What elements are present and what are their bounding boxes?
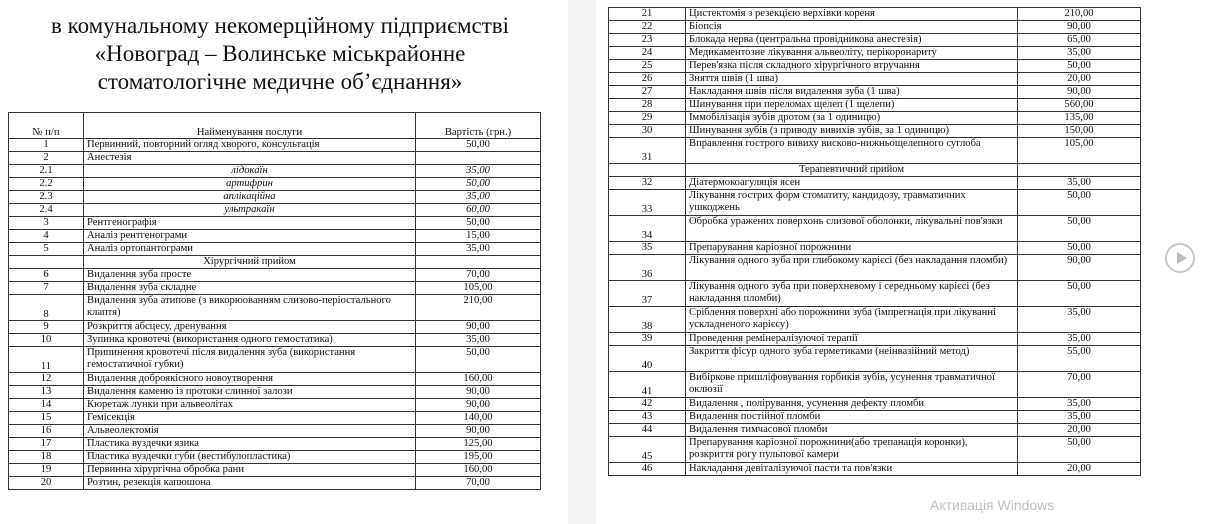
row-number: 24 (609, 47, 686, 60)
service-price: 90,00 (1018, 21, 1141, 34)
service-price: 15,00 (416, 230, 541, 243)
service-name: Видалення каменю із протоки слинної залози (84, 386, 416, 399)
service-name: Проведення ремінералізуючої терапії (686, 333, 1018, 346)
service-price: 70,00 (416, 269, 541, 282)
table-row (609, 34, 1141, 47)
row-number: 16 (9, 425, 84, 438)
table-row (609, 60, 1141, 73)
row-number: 15 (9, 412, 84, 425)
service-price (1018, 164, 1141, 177)
table-row (9, 217, 541, 230)
row-number: 46 (609, 463, 686, 476)
table-row (9, 386, 541, 399)
row-number: 45 (609, 437, 686, 463)
table-row (9, 165, 541, 178)
row-number (9, 256, 84, 269)
service-price: 55,00 (1018, 346, 1141, 372)
service-price: 105,00 (1018, 138, 1141, 164)
table-row (9, 412, 541, 425)
service-price: 65,00 (1018, 34, 1141, 47)
service-name: Шинування при переломах щелеп (1 щелепи) (686, 99, 1018, 112)
service-name: Медикаментозне лікування альвеоліту, перікоронариту (686, 47, 1018, 60)
table-row (9, 230, 541, 243)
table-row (609, 112, 1141, 125)
service-name: Аналіз ортопантограми (84, 243, 416, 256)
service-name: артифрин (84, 178, 416, 191)
table-row (609, 99, 1141, 112)
table-row (609, 398, 1141, 411)
service-price: 50,00 (416, 217, 541, 230)
service-price: 160,00 (416, 373, 541, 386)
table-row (9, 178, 541, 191)
next-page-button[interactable] (1165, 243, 1195, 273)
table-row (609, 125, 1141, 138)
table-row (9, 334, 541, 347)
row-number: 3 (9, 217, 84, 230)
service-name: Видалення зуба атипове (з викорюованням слизово-періостального клаптя) (84, 295, 416, 321)
row-number: 39 (609, 333, 686, 346)
row-number: 5 (9, 243, 84, 256)
table-row (9, 139, 541, 152)
service-name: Закриття фісур одного зуба герметиками (неінвазійний метод) (686, 346, 1018, 372)
row-number: 40 (609, 346, 686, 372)
service-price: 35,00 (1018, 398, 1141, 411)
table-row (9, 399, 541, 412)
service-name: Препарування каріозної порожнини (686, 242, 1018, 255)
row-number: 7 (9, 282, 84, 295)
table-row (9, 282, 541, 295)
row-number: 26 (609, 73, 686, 86)
section-title: Хірургічний прийом (84, 256, 416, 269)
price-table-left (8, 112, 541, 490)
row-number: 21 (609, 8, 686, 21)
row-number: 34 (609, 216, 686, 242)
service-name: аплікаційна (84, 191, 416, 204)
service-name: Обробка уражених поверхонь слизової оболонки, лікувальні пов'язки (686, 216, 1018, 242)
service-name: Кюретаж лунки при альвеолітах (84, 399, 416, 412)
service-name: Іммобілізація зубів дротом (за 1 одиницю) (686, 112, 1018, 125)
service-name: Перев'язка після складного хірургічного втручання (686, 60, 1018, 73)
table-row (609, 372, 1141, 398)
service-name: Лікування одного зуба при поверхневому і середньому карієсі (без накладання пломби) (686, 281, 1018, 307)
row-number: 20 (9, 477, 84, 490)
row-number: 10 (9, 334, 84, 347)
service-price: 210,00 (416, 295, 541, 321)
table-header-row (9, 113, 541, 139)
row-number: 14 (9, 399, 84, 412)
table-row (9, 152, 541, 165)
service-price: 70,00 (416, 477, 541, 490)
row-number: 38 (609, 307, 686, 333)
service-name: Видалення зуба складне (84, 282, 416, 295)
service-name: Альвеолектомія (84, 425, 416, 438)
table-row (609, 255, 1141, 281)
row-number: 32 (609, 177, 686, 190)
row-number: 18 (9, 451, 84, 464)
table-row (609, 307, 1141, 333)
service-price: 20,00 (1018, 424, 1141, 437)
service-price: 50,00 (1018, 60, 1141, 73)
table-row (609, 216, 1141, 242)
row-number: 23 (609, 34, 686, 47)
service-price: 50,00 (1018, 437, 1141, 463)
service-name: Лікування одного зуба при глибокому карієсі (без накладання пломби) (686, 255, 1018, 281)
table-row (609, 437, 1141, 463)
row-number: 36 (609, 255, 686, 281)
service-price: 90,00 (1018, 255, 1141, 281)
table-row (609, 242, 1141, 255)
table-row (609, 73, 1141, 86)
service-name: Первинна хірургічна обробка рани (84, 464, 416, 477)
service-price: 160,00 (416, 464, 541, 477)
heading-line-3: стоматологічне медичне об’єднання» (97, 69, 463, 94)
table-row (609, 190, 1141, 216)
service-name: Первинний, повторний огляд хворого, консультація (84, 139, 416, 152)
service-name: Препарування каріозної порожнини(або трепанація коронки), розкриття рогу пульпової камери (686, 437, 1018, 463)
heading-line-2: «Новоград – Волинське міськрайонне (94, 41, 466, 66)
row-number: 17 (9, 438, 84, 451)
row-number: 28 (609, 99, 686, 112)
table-row (9, 295, 541, 321)
service-name: Видалення зуба просте (84, 269, 416, 282)
table-row (609, 411, 1141, 424)
service-price: 90,00 (416, 399, 541, 412)
row-number: 41 (609, 372, 686, 398)
table-row (609, 8, 1141, 21)
table-row (9, 464, 541, 477)
service-name: Пластика вуздечки язика (84, 438, 416, 451)
row-number: 29 (609, 112, 686, 125)
service-price: 140,00 (416, 412, 541, 425)
service-name: Блокада нерва (центральна провідникова анестезія) (686, 34, 1018, 47)
page-gap (568, 0, 596, 524)
table-row (9, 347, 541, 373)
service-name: Видалення постійної пломби (686, 411, 1018, 424)
service-price: 60,00 (416, 204, 541, 217)
service-price: 50,00 (416, 178, 541, 191)
service-price: 35,00 (1018, 307, 1141, 333)
service-price: 90,00 (1018, 86, 1141, 99)
service-price: 105,00 (416, 282, 541, 295)
row-number: 37 (609, 281, 686, 307)
table-row (609, 86, 1141, 99)
row-number: 8 (9, 295, 84, 321)
row-number: 6 (9, 269, 84, 282)
table-row (609, 346, 1141, 372)
row-number: 27 (609, 86, 686, 99)
service-price: 210,00 (1018, 8, 1141, 21)
row-number: 25 (609, 60, 686, 73)
play-icon (1177, 252, 1187, 264)
row-number: 22 (609, 21, 686, 34)
row-number: 30 (609, 125, 686, 138)
table-row (9, 191, 541, 204)
service-price: 150,00 (1018, 125, 1141, 138)
row-number: 2.2 (9, 178, 84, 191)
row-number: 44 (609, 424, 686, 437)
table-row (9, 425, 541, 438)
service-price: 135,00 (1018, 112, 1141, 125)
table-row (9, 269, 541, 282)
service-name: Цистектомія з резекцією верхівки кореня (686, 8, 1018, 21)
service-name: Видалення доброякісного новоутворення (84, 373, 416, 386)
service-name: Рентгенографія (84, 217, 416, 230)
service-price: 70,00 (1018, 372, 1141, 398)
table-row (9, 243, 541, 256)
heading-line-1: в комунальному некомерційному підприємстві (50, 13, 510, 38)
row-number: 2.4 (9, 204, 84, 217)
table-row (609, 333, 1141, 346)
service-name: Гемісекція (84, 412, 416, 425)
table-row (9, 321, 541, 334)
service-price: 50,00 (416, 347, 541, 373)
service-price: 20,00 (1018, 463, 1141, 476)
table-row (609, 177, 1141, 190)
service-name: Припинення кровотечі після видалення зуба (використання гемостатичної губки) (84, 347, 416, 373)
service-price: 50,00 (1018, 216, 1141, 242)
service-price: 560,00 (1018, 99, 1141, 112)
row-number: 43 (609, 411, 686, 424)
price-table-right (608, 7, 1141, 476)
service-name: Вправлення гострого вивиху висково-нижньощелепного суглоба (686, 138, 1018, 164)
service-price: 35,00 (1018, 411, 1141, 424)
service-price: 50,00 (1018, 281, 1141, 307)
row-number: 4 (9, 230, 84, 243)
row-number (609, 164, 686, 177)
row-number: 19 (9, 464, 84, 477)
table-row (9, 373, 541, 386)
row-number: 13 (9, 386, 84, 399)
row-number: 1 (9, 139, 84, 152)
table-row (609, 424, 1141, 437)
service-price (416, 256, 541, 269)
header-service-name: Найменування послуги (84, 113, 416, 139)
header-number: № п/п (9, 113, 84, 139)
table-row (609, 21, 1141, 34)
row-number: 12 (9, 373, 84, 386)
service-price: 35,00 (1018, 333, 1141, 346)
service-name: Аналіз рентгенограми (84, 230, 416, 243)
service-name: Видалення тимчасової пломби (686, 424, 1018, 437)
service-price: 125,00 (416, 438, 541, 451)
header-price: Вартість (грн.) (416, 113, 541, 139)
table-row (609, 138, 1141, 164)
row-number: 2.1 (9, 165, 84, 178)
service-price: 35,00 (416, 243, 541, 256)
service-name: Лікування гострих форм стоматиту, кандидозу, травматичних ушкоджень (686, 190, 1018, 216)
service-name: Зняття швів (1 шва) (686, 73, 1018, 86)
section-header-row (9, 256, 541, 269)
service-name: Розтин, резекція капюшона (84, 477, 416, 490)
service-price: 90,00 (416, 425, 541, 438)
row-number: 2.3 (9, 191, 84, 204)
service-price: 90,00 (416, 386, 541, 399)
service-price: 35,00 (416, 165, 541, 178)
service-price: 50,00 (416, 139, 541, 152)
service-name: Діатермокоагуляція ясен (686, 177, 1018, 190)
service-price: 195,00 (416, 451, 541, 464)
row-number: 2 (9, 152, 84, 165)
table-row (609, 463, 1141, 476)
service-name: Пластика вуздечки губи (вестибулопластика) (84, 451, 416, 464)
table-row (609, 47, 1141, 60)
service-name: Вибіркове пришліфовування горбиків зубів, усунення травматичної оклюзії (686, 372, 1018, 398)
service-price: 35,00 (416, 334, 541, 347)
windows-activation-watermark: Активація Windows (930, 497, 1055, 513)
service-name: Анестезія (84, 152, 416, 165)
table-row (9, 477, 541, 490)
table-row (9, 204, 541, 217)
table-row (609, 281, 1141, 307)
service-name: Зупинка кровотечі (використання одного гемостатика) (84, 334, 416, 347)
document-page-left (0, 0, 568, 524)
document-page-right (596, 0, 1156, 524)
row-number: 31 (609, 138, 686, 164)
service-name: Біопсія (686, 21, 1018, 34)
service-price: 50,00 (1018, 190, 1141, 216)
table-row (9, 438, 541, 451)
document-heading (0, 12, 560, 96)
table-row (9, 451, 541, 464)
service-name: Сріблення поверхні або порожнини зуба (імпрегнація при лікуванні ускладненого карієсу) (686, 307, 1018, 333)
service-price (416, 152, 541, 165)
row-number: 33 (609, 190, 686, 216)
service-name: Накладання швів після видалення зуба (1 шва) (686, 86, 1018, 99)
row-number: 35 (609, 242, 686, 255)
service-name: лідокаїн (84, 165, 416, 178)
service-price: 35,00 (416, 191, 541, 204)
section-title: Терапевтичний прийом (686, 164, 1018, 177)
row-number: 9 (9, 321, 84, 334)
section-header-row (609, 164, 1141, 177)
row-number: 42 (609, 398, 686, 411)
service-price: 20,00 (1018, 73, 1141, 86)
service-price: 35,00 (1018, 47, 1141, 60)
service-name: Розкриття абсцесу, дренування (84, 321, 416, 334)
service-price: 90,00 (416, 321, 541, 334)
service-name: Накладання девіталізуючої пасти та пов'язки (686, 463, 1018, 476)
service-name: Шинування зубів (з приводу вивихів зубів, за 1 одиницю) (686, 125, 1018, 138)
service-price: 35,00 (1018, 177, 1141, 190)
service-name: Видалення , полірування, усунення дефекту пломби (686, 398, 1018, 411)
service-name: ультракаїн (84, 204, 416, 217)
row-number: 11 (9, 347, 84, 373)
service-price: 50,00 (1018, 242, 1141, 255)
